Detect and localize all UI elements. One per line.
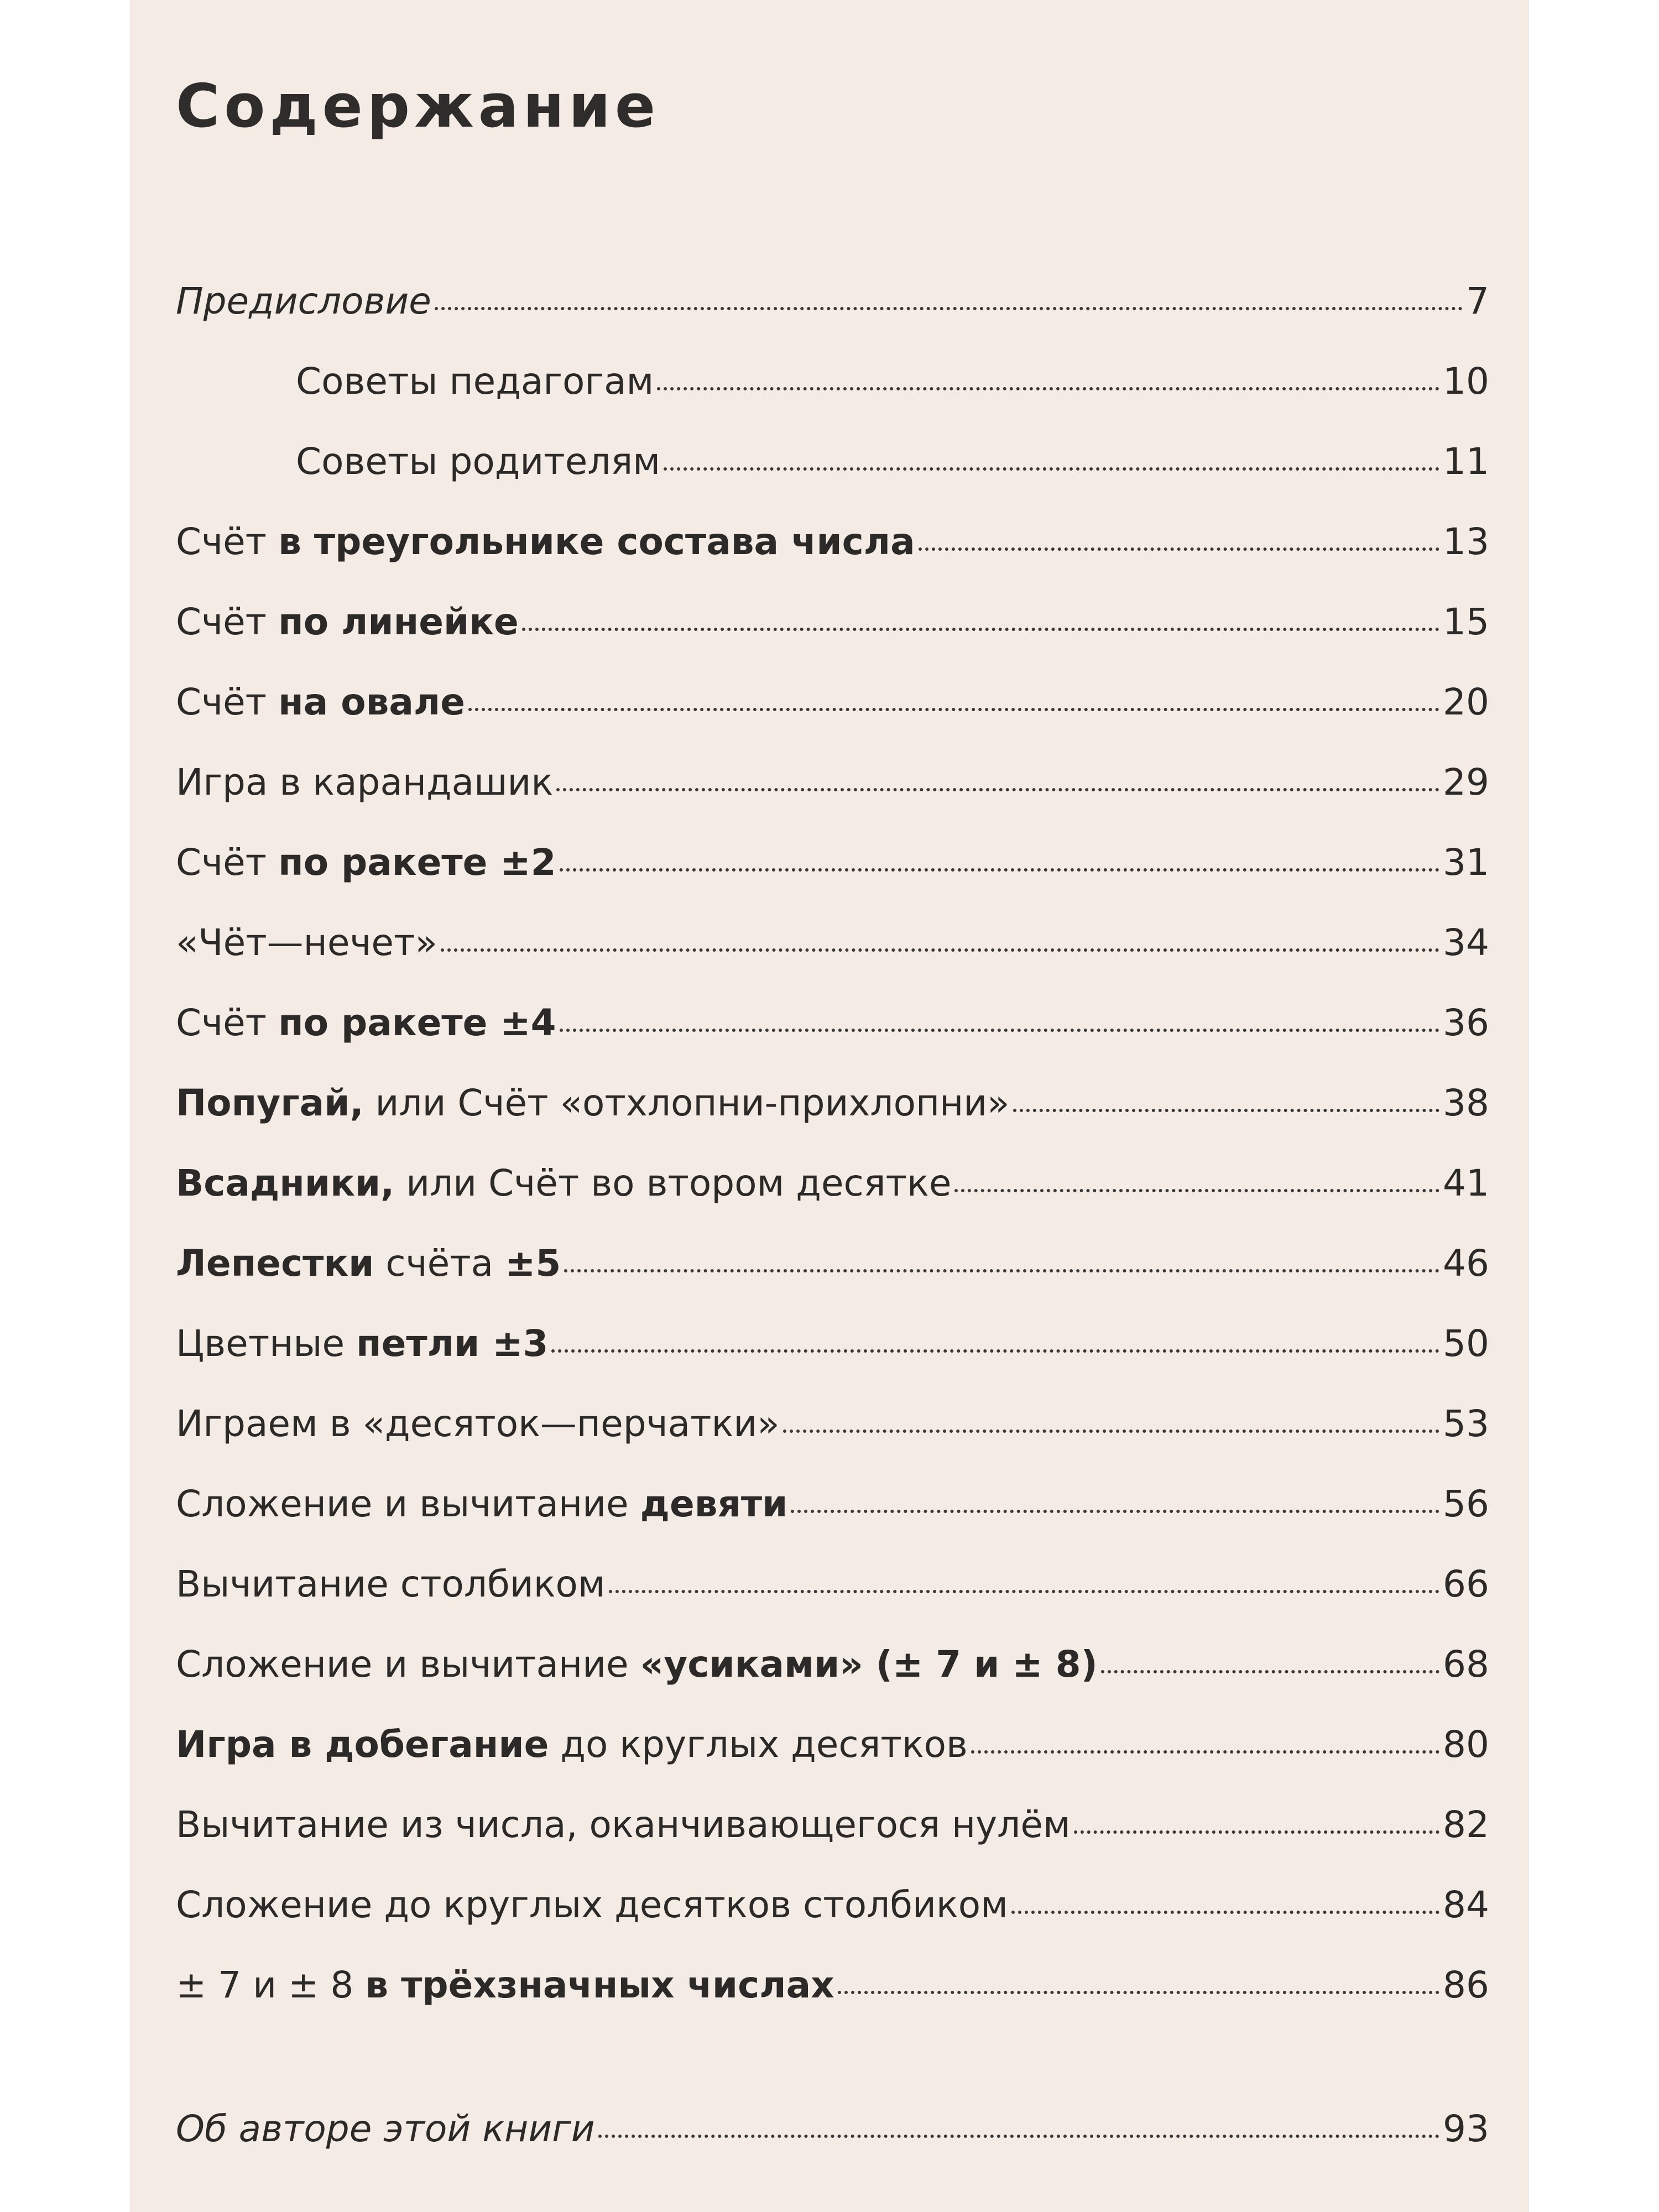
toc-entry-parrot [176, 1076, 1489, 1131]
toc-label: Цветные петли ±3 [176, 1322, 549, 1365]
toc-page-number: 82 [1443, 1803, 1489, 1846]
toc-label: Вычитание из числа, оканчивающегося нулём [176, 1803, 1071, 1846]
toc-page-number: 50 [1443, 1322, 1489, 1365]
toc-page-number: 15 [1443, 601, 1489, 643]
toc-entry-column-addition [176, 1877, 1489, 1933]
toc-entry-running-game [176, 1717, 1489, 1772]
toc-leader-dots [441, 948, 1439, 952]
toc-page-number: 10 [1443, 360, 1489, 403]
toc-page-number: 80 [1443, 1723, 1489, 1766]
toc-page-number: 86 [1443, 1964, 1489, 2006]
toc-page-number: 36 [1443, 1001, 1489, 1044]
toc-entry-rocket-4 [176, 995, 1489, 1051]
toc-leader-dots [551, 1349, 1439, 1353]
toc-label: Счёт на овале [176, 681, 465, 723]
toc-page-number: 34 [1443, 921, 1489, 964]
toc-page-number: 93 [1443, 2107, 1489, 2150]
toc-label: Лепестки счёта ±5 [176, 1242, 561, 1285]
toc-label: Советы педагогам [296, 360, 654, 403]
toc-leader-dots [435, 307, 1463, 310]
toc-label: Сложение и вычитание «усиками» (± 7 и ± 8) [176, 1643, 1098, 1686]
toc-label: Предисловие [176, 280, 431, 322]
toc-entry-nine [176, 1477, 1489, 1532]
toc-page-number: 53 [1443, 1402, 1489, 1445]
toc-label: Вычитание столбиком [176, 1563, 606, 1605]
toc-leader-dots [783, 1430, 1439, 1433]
toc-leader-dots [657, 387, 1439, 390]
toc-label: Играем в «десяток—перчатки» [176, 1402, 780, 1445]
toc-entry-rocket-2 [176, 835, 1489, 890]
toc-leader-dots [564, 1269, 1439, 1272]
toc-label: Советы родителям [296, 440, 661, 483]
toc-page-number: 66 [1443, 1563, 1489, 1605]
toc-page-number: 38 [1443, 1082, 1489, 1124]
toc-entry-gloves [176, 1396, 1489, 1452]
toc-leader-dots [1101, 1670, 1439, 1673]
toc-leader-dots [791, 1510, 1439, 1513]
toc-leader-dots [1013, 1109, 1439, 1112]
toc-page-number: 41 [1443, 1162, 1489, 1204]
toc-label: Сложение до круглых десятков столбиком [176, 1884, 1008, 1926]
toc-label: Сложение и вычитание девяти [176, 1483, 788, 1525]
toc-leader-dots [560, 868, 1439, 872]
toc-leader-dots [838, 1991, 1439, 1994]
toc-entry-teachers [296, 354, 1489, 409]
toc-label: Всадники, или Счёт во втором десятке [176, 1162, 952, 1204]
toc-page-number: 29 [1443, 761, 1489, 804]
toc-entry-pencil-game [176, 755, 1489, 810]
toc-entry-odd-even [176, 915, 1489, 971]
page-title: Содержание [176, 72, 660, 141]
toc-leader-dots [1011, 1911, 1439, 1914]
toc-entry-about-author [176, 2101, 1489, 2157]
toc-page-number: 31 [1443, 841, 1489, 884]
toc-entry-whiskers [176, 1637, 1489, 1692]
toc-leader-dots [1074, 1830, 1439, 1834]
toc-page-number: 13 [1443, 520, 1489, 563]
toc-entry-riders [176, 1156, 1489, 1211]
toc-label: Счёт в треугольнике состава числа [176, 520, 915, 563]
toc-leader-dots [919, 547, 1439, 551]
toc-entry-three-digit [176, 1958, 1489, 2013]
toc-label: Игра в карандашик [176, 761, 554, 804]
toc-entry-column-subtraction [176, 1557, 1489, 1612]
toc-entry-triangle [176, 514, 1489, 570]
toc-label: «Чёт—нечет» [176, 921, 437, 964]
toc-leader-dots [556, 788, 1439, 791]
toc-label: Счёт по линейке [176, 601, 519, 643]
toc-label: ± 7 и ± 8 в трёхзначных числах [176, 1964, 834, 2006]
toc-page-number: 11 [1443, 440, 1489, 483]
toc-page-number: 84 [1443, 1884, 1489, 1926]
toc-label: Счёт по ракете ±2 [176, 841, 556, 884]
toc-entry-preface [176, 274, 1489, 329]
toc-entry-petals [176, 1236, 1489, 1291]
toc-page-number: 46 [1443, 1242, 1489, 1285]
toc-entry-parents [296, 434, 1489, 489]
toc-leader-dots [609, 1590, 1439, 1593]
toc-leader-dots [468, 708, 1439, 711]
toc-leader-dots [522, 628, 1439, 631]
toc-entry-ruler [176, 594, 1489, 650]
toc-page-number: 7 [1466, 280, 1489, 322]
toc-page-number: 68 [1443, 1643, 1489, 1686]
toc-leader-dots [954, 1189, 1439, 1192]
toc-leader-dots [598, 2135, 1439, 2138]
toc-leader-dots [560, 1029, 1439, 1032]
toc-entry-oval [176, 675, 1489, 730]
toc-label: Попугай, или Счёт «отхлопни-прихлопни» [176, 1082, 1010, 1124]
toc-leader-dots [664, 467, 1439, 471]
toc-label: Счёт по ракете ±4 [176, 1001, 556, 1044]
toc-page-number: 56 [1443, 1483, 1489, 1525]
toc-label: Игра в добегание до круглых десятков [176, 1723, 968, 1766]
toc-entry-loops [176, 1316, 1489, 1371]
toc-entry-subtract-from-zero [176, 1797, 1489, 1853]
toc-leader-dots [971, 1750, 1439, 1754]
toc-page-number: 20 [1443, 681, 1489, 723]
toc-label: Об авторе этой книги [176, 2107, 595, 2150]
